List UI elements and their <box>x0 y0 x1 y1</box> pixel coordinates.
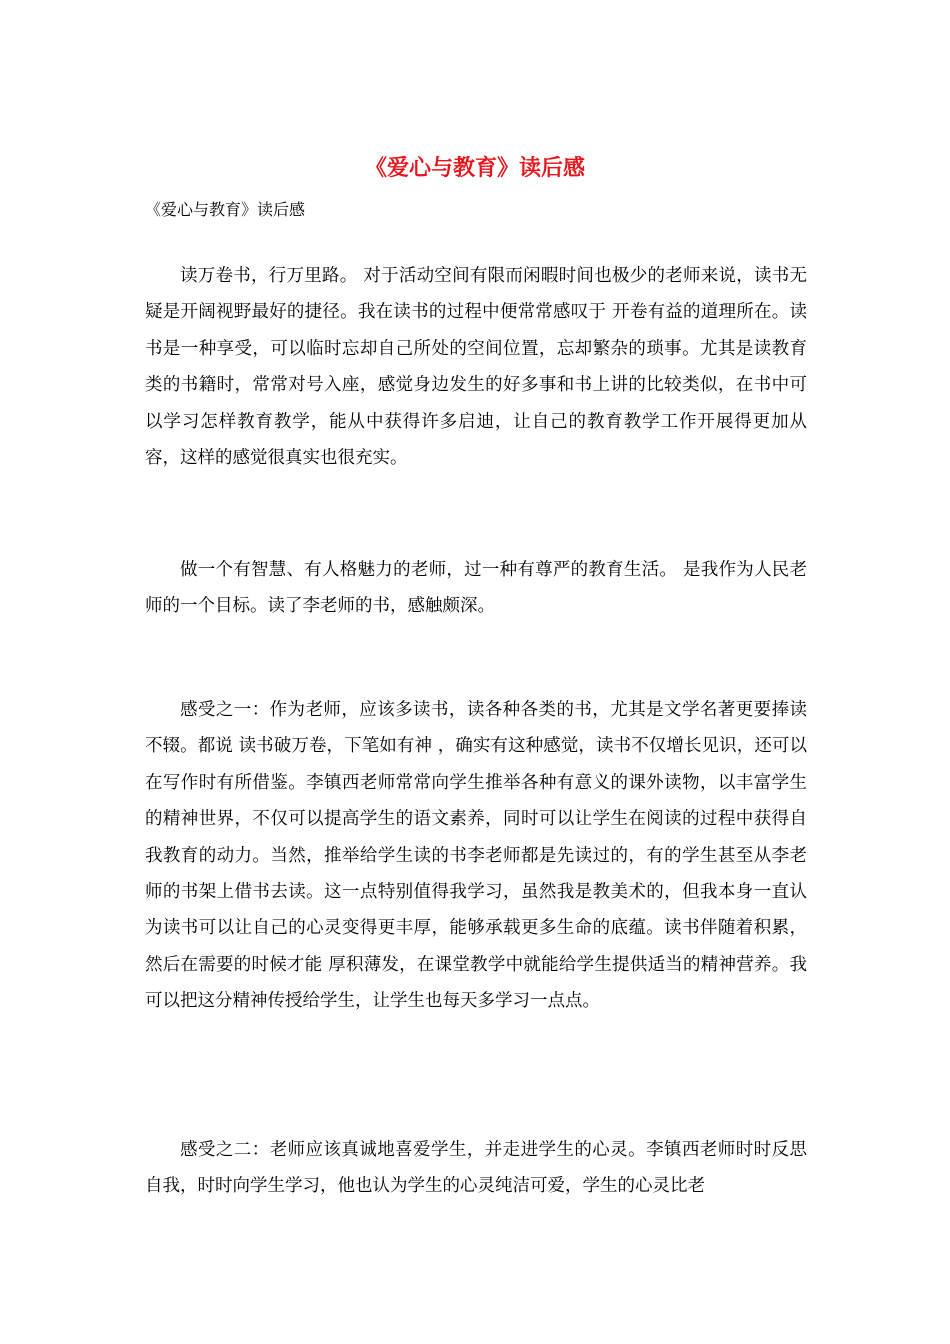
paragraph-intro: 读万卷书，行万里路。 对于活动空间有限而闲暇时间也极少的老师来说，读书无疑是开阔视野最好的捷径。我在读书的过程中便常常感叹于 开卷有益的道理所在。读书是一种享受，可以临时忘却自己所处的空间位置，忘却繁杂的琐事。尤其是读教育类的书籍时，常常对号入座，感觉身边发生的好多事和书上讲的比较类似，在书中可以学习怎样教育教学，能从中获得许多启迪，让自己的教育教学工作开展得更加从容，这样的感觉很真实也很充实。 <box>145 266 807 469</box>
document-title: 《爱心与教育》读后感 <box>364 155 585 181</box>
paragraph-feeling-two: 感受之二：老师应该真诚地喜爱学生，并走进学生的心灵。李镇西老师时时反思自我，时时向学生学习，他也认为学生的心灵纯洁可爱，学生的心灵比老 <box>145 1140 807 1197</box>
paragraph-feeling-one: 感受之一：作为老师，应该多读书，读各种各类的书，尤其是文学名著更要捧读不辍。都说 读书破万卷，下笔如有神 ，确实有这种感觉，读书不仅增长见识，还可以在写作时有所借鉴。李镇西老师常常向学生推举各种有意义的课外读物，以丰富学生的精神世界，不仅可以提高学生的语文素养，同时可以让学生在阅读的过程中获得自我教育的动力。当然，推举给学生读的书李老师都是先读过的，有的学生甚至从李老师的书架上借书去读。这一点特别值得我学习，虽然我是教美术的，但我本身一直认为读书可以让自己的心灵变得更丰厚，能够承载更多生命的底蕴。读书伴随着积累，然后在需要的时候才能 厚积薄发，在课堂教学中就能给学生提供适当的精神营养。我可以把这分精神传授给学生，让学生也每天多学习一点点。 <box>145 700 807 1012</box>
document-subtitle: 《爱心与教育》读后感 <box>145 200 306 219</box>
paragraph-goal: 做一个有智慧、有人格魅力的老师，过一种有尊严的教育生活。 是我作为人民老师的一个目标。读了李老师的书，感触颇深。 <box>145 560 807 617</box>
